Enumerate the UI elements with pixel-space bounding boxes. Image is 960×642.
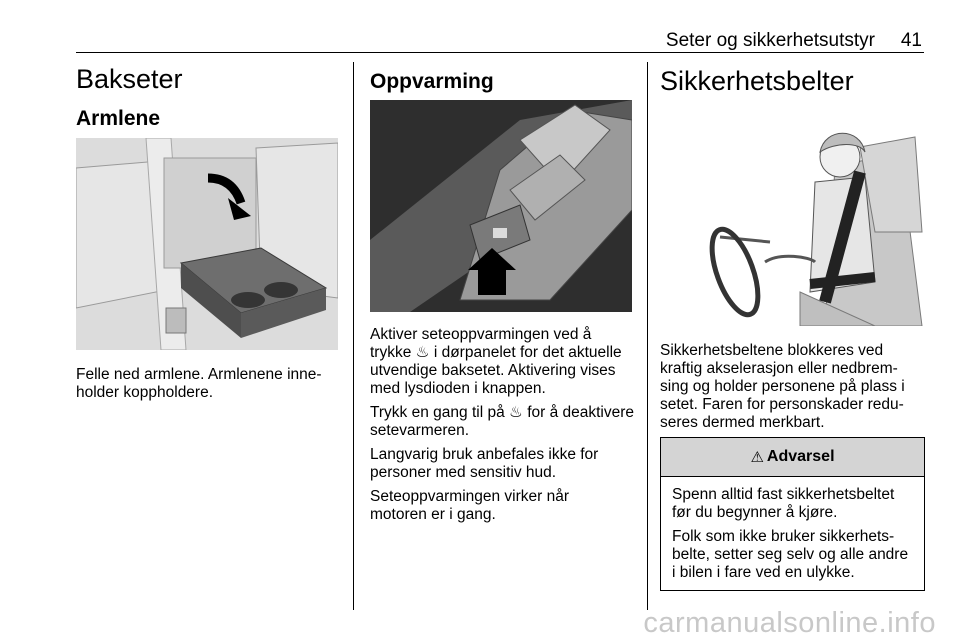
warning-body [661, 477, 924, 582]
warning-paragraph-2: Folk som ikke bruker sikkerhets- belte, setter seg selv og alle andre i bilen i fare ved en ulykke. [672, 528, 909, 581]
seatbelt-driver-illustration [660, 112, 924, 326]
oppvarming-paragraph-3: Langvarig bruk anbefales ikke for personer med sensitiv hud. [370, 446, 599, 481]
section-heading-sikkerhetsbelter: Sikkerhetsbelter [660, 66, 854, 96]
warning-box [660, 437, 925, 591]
warning-paragraph-1: Spenn alltid fast sikkerhetsbeltet før du begynner å kjøre. [672, 486, 895, 521]
header-divider [76, 52, 924, 53]
page-number: 41 [900, 30, 922, 51]
warning-triangle-icon: ⚠ [750, 449, 764, 466]
oppvarming-text [370, 326, 645, 530]
section-heading-oppvarming: Oppvarming [370, 70, 494, 93]
column-divider-1 [353, 62, 354, 610]
armlene-line-2: holder koppholdere. [76, 384, 214, 401]
oppvarming-paragraph-2: Trykk en gang til på ♨ for å deaktivere setevarmeren. [370, 404, 635, 439]
armrest-illustration [76, 138, 338, 350]
subheading-armlene: Armlene [76, 107, 161, 130]
sikkerhetsbelter-text: Sikkerhetsbeltene blokkeres ved kraftig akselerasjon eller nedbrem- sing og holder personene på plass i setet. Faren for personskader redu- seres dermed merkbart. [660, 342, 905, 431]
armlene-text [76, 366, 346, 402]
warning-title: Advarsel [766, 448, 835, 465]
running-header-title: Seter og sikkerhetsutstyr [665, 30, 875, 51]
armlene-line-1: Felle ned armlene. Armlenene inne- [76, 366, 322, 383]
watermark-text: carmanualsonline.info [643, 607, 936, 639]
heated-seat-button-illustration [370, 100, 632, 312]
warning-header [661, 438, 924, 477]
section-heading-bakseter: Bakseter [76, 64, 183, 94]
oppvarming-paragraph-4: Seteoppvarmingen virker når motoren er i gang. [370, 488, 570, 523]
oppvarming-paragraph-1: Aktiver seteoppvarmingen ved å trykke ♨ i dørpanelet for det aktuelle utvendige baksetet. Aktivering vises med lysdioden i knappen. [370, 326, 622, 397]
column-divider-2 [647, 62, 648, 610]
